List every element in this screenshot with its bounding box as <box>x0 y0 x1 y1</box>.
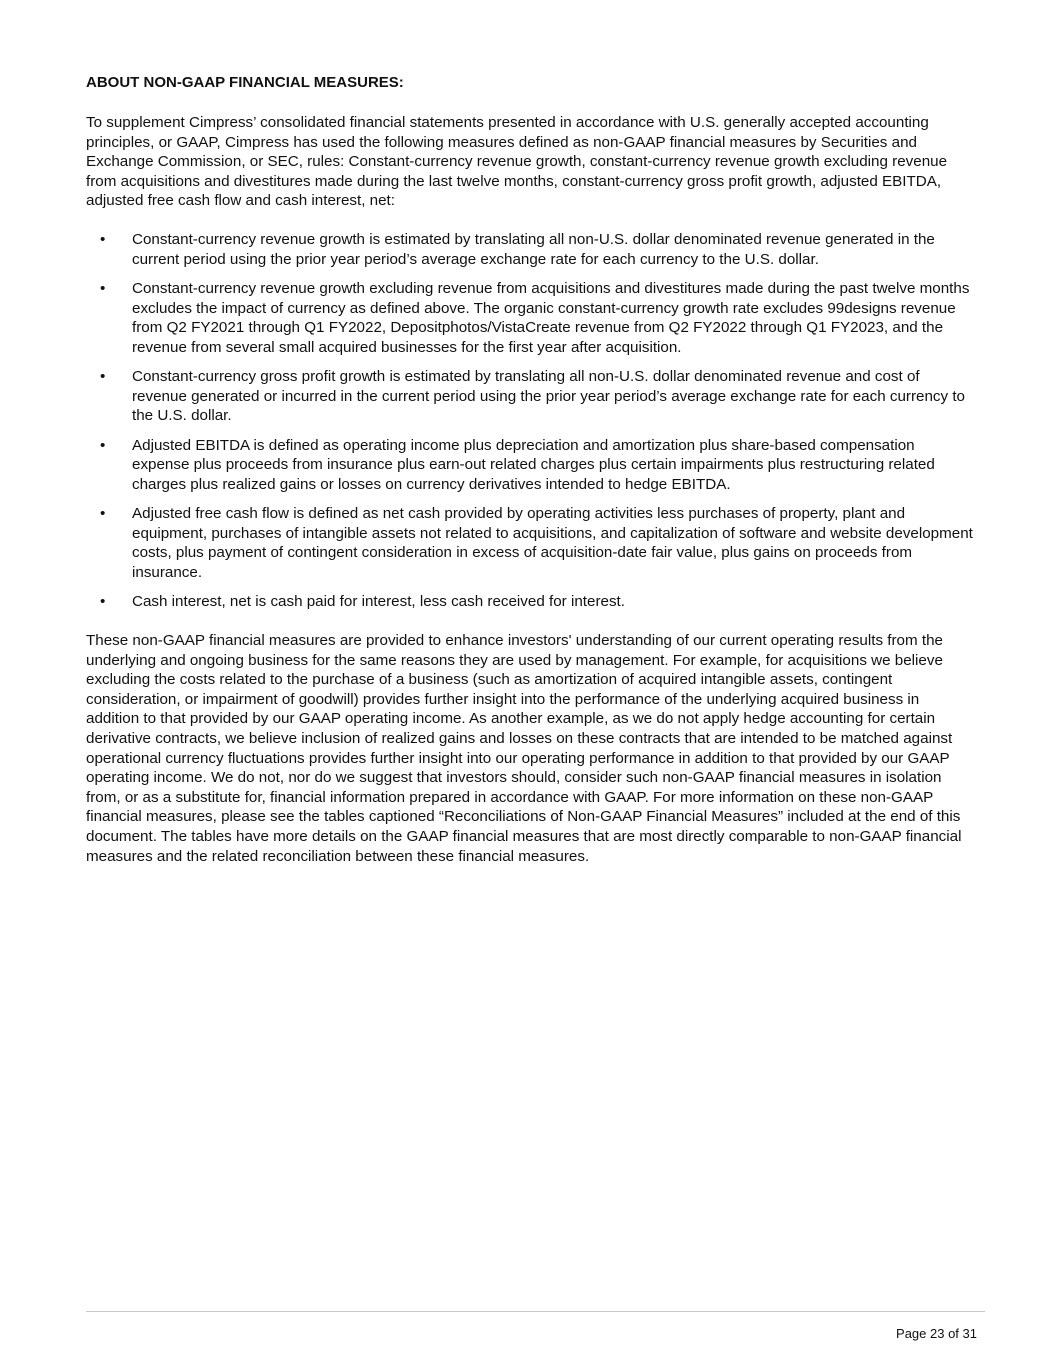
bullet-icon: • <box>100 436 106 454</box>
list-item-text: Adjusted free cash flow is defined as net cash provided by operating activities less purchases of property, plant and equipment, purchases of intangible assets not related to acquisitions, and capitalization of software and website development costs, plus payment of contingent consideration in excess of acquisition-date fair value, plus gains on proceeds from insurance. <box>132 505 973 582</box>
list-item <box>86 504 974 582</box>
list-item-text: Adjusted EBITDA is defined as operating income plus depreciation and amortization plus share-based compensation expense plus proceeds from insurance plus earn-out related charges plus certain impairments plus restructuring related charges plus realized gains or losses on currency derivatives intended to hedge EBITDA. <box>132 436 935 493</box>
list-item-text: Cash interest, net is cash paid for interest, less cash received for interest. <box>132 593 625 611</box>
list-item <box>86 230 974 269</box>
measures-list <box>86 230 974 612</box>
list-item-text: Constant-currency revenue growth is estimated by translating all non-U.S. dollar denominated revenue generated in the current period using the prior year period’s average exchange rate for each currency to the U.S. dollar. <box>132 230 935 268</box>
bullet-icon: • <box>100 368 106 386</box>
list-item <box>86 279 974 357</box>
list-item <box>86 436 974 495</box>
list-item <box>86 367 974 426</box>
section-heading: ABOUT NON-GAAP FINANCIAL MEASURES: <box>86 74 404 91</box>
bullet-icon: • <box>100 505 106 523</box>
page-number: Page 23 of 31 <box>896 1326 977 1341</box>
bullet-icon: • <box>100 593 106 611</box>
intro-paragraph: To supplement Cimpress’ consolidated financial statements presented in accordance with U.S. generally accepted accounting principles, or GAAP, Cimpress has used the following measures defined as non-GAAP financial measures by Securities and Exchange Commission, or SEC, rules: Constant-currency revenue growth, constant-currency revenue growth excluding revenue from acquisitions and divestitures made during the last twelve months, constant-currency gross profit growth, adjusted EBITDA, adjusted free cash flow and cash interest, net: <box>86 114 948 210</box>
document-body <box>86 73 974 866</box>
bullet-icon: • <box>100 230 106 248</box>
list-item-text: Constant-currency revenue growth excluding revenue from acquisitions and divestitures made during the past twelve months excludes the impact of currency as defined above. The organic constant-currency growth rate excludes 99designs revenue from Q2 FY2021 through Q1 FY2022, Depositphotos/VistaCreate revenue from Q2 FY2022 through Q1 FY2023, and the revenue from several small acquired businesses for the first year after acquisition. <box>132 279 970 356</box>
bullet-icon: • <box>100 279 106 297</box>
closing-paragraph: These non-GAAP financial measures are provided to enhance investors' understanding of our current operating results from the underlying and ongoing business for the same reasons they are used by management. For example, for acquisitions we believe excluding the costs related to the purchase of a business (such as amortization of acquired intangible assets, contingent consideration, or impairment of goodwill) provides further insight into the performance of the underlying acquired business in addition to that provided by our GAAP operating income. As another example, as we do not apply hedge accounting for certain derivative contracts, we believe inclusion of realized gains and losses on these contracts that are intended to be matched against operational currency fluctuations provides further insight into our operating performance in addition to that provided by our GAAP operating income. We do not, nor do we suggest that investors should, consider such non-GAAP financial measures in isolation from, or as a substitute for, financial information prepared in accordance with GAAP. For more information on these non-GAAP financial measures, please see the tables captioned “Reconciliations of Non-GAAP Financial Measures” included at the end of this document. The tables have more details on the GAAP financial measures that are most directly comparable to non-GAAP financial measures and the related reconciliation between these financial measures. <box>86 632 962 865</box>
list-item <box>86 592 974 612</box>
list-item-text: Constant-currency gross profit growth is estimated by translating all non-U.S. dollar denominated revenue and cost of revenue generated or incurred in the current period using the prior year period’s average exchange rate for each currency to the U.S. dollar. <box>132 368 965 425</box>
footer-divider <box>86 1311 985 1312</box>
